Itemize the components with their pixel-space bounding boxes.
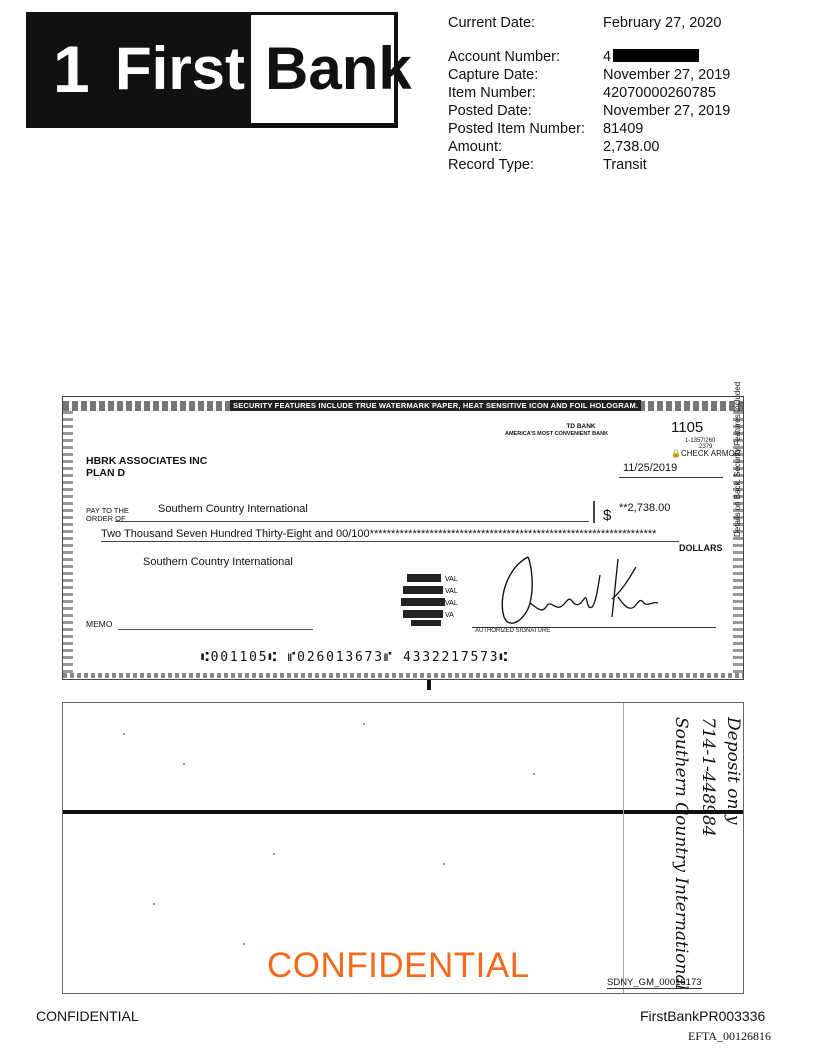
first-bank-logo [26, 12, 412, 128]
footer-confidential: CONFIDENTIAL [36, 1008, 139, 1024]
left-security-strip [63, 411, 73, 673]
svg-text:Southern Country International: Southern Country International [671, 717, 691, 991]
written-amount-line [101, 541, 679, 542]
payee-name: Southern Country International [158, 503, 308, 515]
current-date-value: February 27, 2020 [603, 15, 722, 31]
security-side-text: Details on Back. Security Features Included [733, 381, 742, 537]
routing-fraction: 1-1357/260 [685, 438, 716, 444]
bottom-security-border [63, 673, 743, 678]
capture-date-value: November 27, 2019 [603, 67, 731, 83]
svg-text:VAL: VAL [445, 576, 458, 583]
security-banner: SECURITY FEATURES INCLUDE TRUE WATERMARK PAPER, HEAT SENSITIVE ICON AND FOIL HOLOGRAM. [230, 400, 641, 411]
company-name: HBRK ASSOCIATES INC PLAN D [86, 455, 208, 479]
posted-item-number-label: Posted Item Number: [448, 121, 585, 137]
micr-line: ⑆001105⑆ ⑈026013673⑈ 4332217573⑆ [201, 650, 509, 665]
check-number: 1105 [671, 419, 704, 436]
amount-value: 2,738.00 [603, 139, 660, 155]
bank-tagline: AMERICA'S MOST CONVENIENT BANK [505, 431, 609, 437]
void-pantograph [399, 572, 469, 628]
confidential-watermark: CONFIDENTIAL [267, 946, 530, 985]
logo-first: First [115, 35, 246, 102]
payee-address: Southern Country International [143, 556, 293, 568]
redaction-bar [613, 49, 699, 62]
account-number-label: Account Number: [448, 49, 561, 65]
record-type-label: Record Type: [448, 157, 534, 173]
efta-number: EFTA_00126816 [688, 1029, 772, 1043]
posted-item-number-value: 81409 [603, 121, 644, 137]
svg-text:VAL: VAL [445, 588, 458, 595]
svg-text:VA: VA [445, 612, 454, 619]
current-date-label: Current Date: [448, 15, 536, 31]
dollar-sign: $ [603, 507, 612, 524]
amount-label: Amount: [448, 139, 502, 155]
memo-label: MEMO [86, 619, 113, 629]
pay-to-label: PAY TO THE ORDER OF [86, 506, 129, 523]
footer-doc-id: FirstBankPR003336 [640, 1008, 766, 1024]
svg-text:VAL: VAL [445, 600, 458, 607]
posted-date-value: November 27, 2019 [603, 103, 731, 119]
item-number-value: 42070000260785 [603, 85, 716, 101]
amount-box-edge [593, 501, 595, 523]
routing-sub: 2379 [699, 444, 713, 450]
record-type-value: Transit [603, 157, 647, 173]
svg-text:Deposit only: Deposit only [723, 717, 743, 825]
check-armor-logo: 🔒CHECK ARMOR [671, 449, 741, 458]
check-front-image [62, 381, 744, 680]
date-line [619, 477, 723, 478]
posted-date-label: Posted Date: [448, 103, 532, 119]
logo-number: 1 [53, 32, 90, 106]
logo-bank: Bank [265, 35, 412, 102]
memo-line [118, 629, 313, 630]
bank-name: TD BANK [566, 423, 596, 430]
item-number-label: Item Number: [448, 85, 536, 101]
check-date: 11/25/2019 [623, 462, 678, 474]
dollars-label: DOLLARS [679, 543, 723, 553]
capture-date-label: Capture Date: [448, 67, 539, 83]
account-number-value: 4 [603, 48, 699, 66]
handwritten-signature [468, 547, 668, 633]
signature-label: AUTHORIZED SIGNATURE [475, 628, 551, 634]
bates-number: SDNY_GM_00016173 [607, 977, 702, 988]
check-amount: **2,738.00 [619, 502, 671, 514]
scan-marker [427, 680, 431, 690]
svg-text:714-1-448984: 714-1-448984 [698, 717, 718, 837]
payee-line [115, 521, 589, 522]
written-amount: Two Thousand Seven Hundred Thirty-Eight and 00/100******************************************************************* [101, 528, 657, 540]
